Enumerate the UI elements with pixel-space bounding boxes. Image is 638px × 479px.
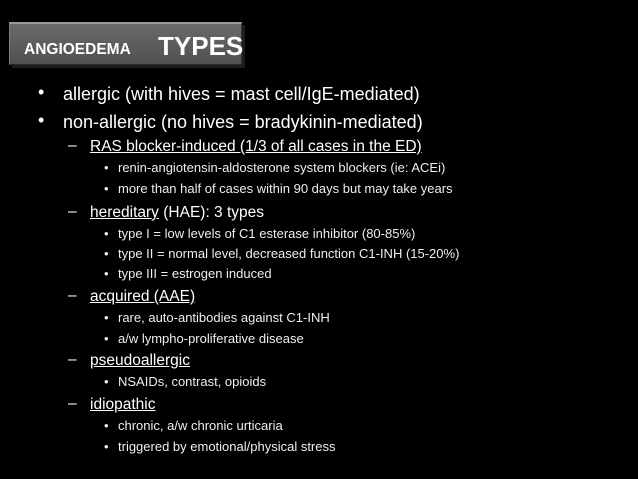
- bullet-marker: •: [104, 266, 109, 281]
- dash-marker: –: [68, 351, 77, 368]
- item-hereditary-sub-3: type III = estrogen induced: [118, 266, 272, 281]
- item-hereditary-label: hereditary: [90, 204, 159, 221]
- bullet-marker: •: [38, 110, 45, 130]
- title-types: TYPES: [158, 31, 244, 61]
- item-pseudoallergic-sub-1: NSAIDs, contrast, opioids: [118, 374, 267, 389]
- item-idiopathic-sub-1: chronic, a/w chronic urticaria: [118, 418, 283, 433]
- item-ras-sub-2: more than half of cases within 90 days but may take years: [118, 181, 453, 196]
- bullet-marker: •: [104, 181, 109, 196]
- bullet-marker: •: [38, 82, 45, 102]
- bullet-marker: •: [104, 374, 109, 389]
- bullet-marker: •: [104, 160, 109, 175]
- item-hereditary: [90, 204, 264, 222]
- item-acquired-sub-2: a/w lympho-proliferative disease: [118, 331, 304, 346]
- item-idiopathic-sub-2: triggered by emotional/physical stress: [118, 439, 336, 454]
- dash-marker: –: [68, 137, 77, 154]
- item-hereditary-suffix: (HAE): 3 types: [158, 204, 265, 221]
- bullet-marker: •: [104, 331, 109, 346]
- bullet-marker: •: [104, 310, 109, 325]
- bullet-marker: •: [104, 418, 109, 433]
- item-acquired-sub-1: rare, auto-antibodies against C1-INH: [118, 310, 330, 325]
- item-ras-blocker: RAS blocker-induced (1/3 of all cases in the ED): [90, 138, 422, 155]
- item-allergic: allergic (with hives = mast cell/IgE-mediated): [63, 84, 420, 104]
- item-hereditary-sub-1: type I = low levels of C1 esterase inhibitor (80-85%): [118, 226, 416, 241]
- title-banner: [9, 22, 242, 65]
- title-angioedema: ANGIOEDEMA: [24, 41, 131, 58]
- item-idiopathic: idiopathic: [90, 396, 156, 413]
- bullet-marker: •: [104, 246, 109, 261]
- item-acquired: acquired (AAE): [90, 288, 196, 305]
- dash-marker: –: [68, 203, 77, 220]
- item-ras-sub-1: renin-angiotensin-aldosterone system blockers (ie: ACEi): [118, 160, 446, 175]
- item-non-allergic: non-allergic (no hives = bradykinin-mediated): [63, 112, 423, 132]
- bullet-marker: •: [104, 226, 109, 241]
- dash-marker: –: [68, 287, 77, 304]
- dash-marker: –: [68, 395, 77, 412]
- item-pseudoallergic: pseudoallergic: [90, 352, 190, 369]
- bullet-marker: •: [104, 439, 109, 454]
- item-hereditary-sub-2: type II = normal level, decreased function C1-INH (15-20%): [118, 246, 460, 261]
